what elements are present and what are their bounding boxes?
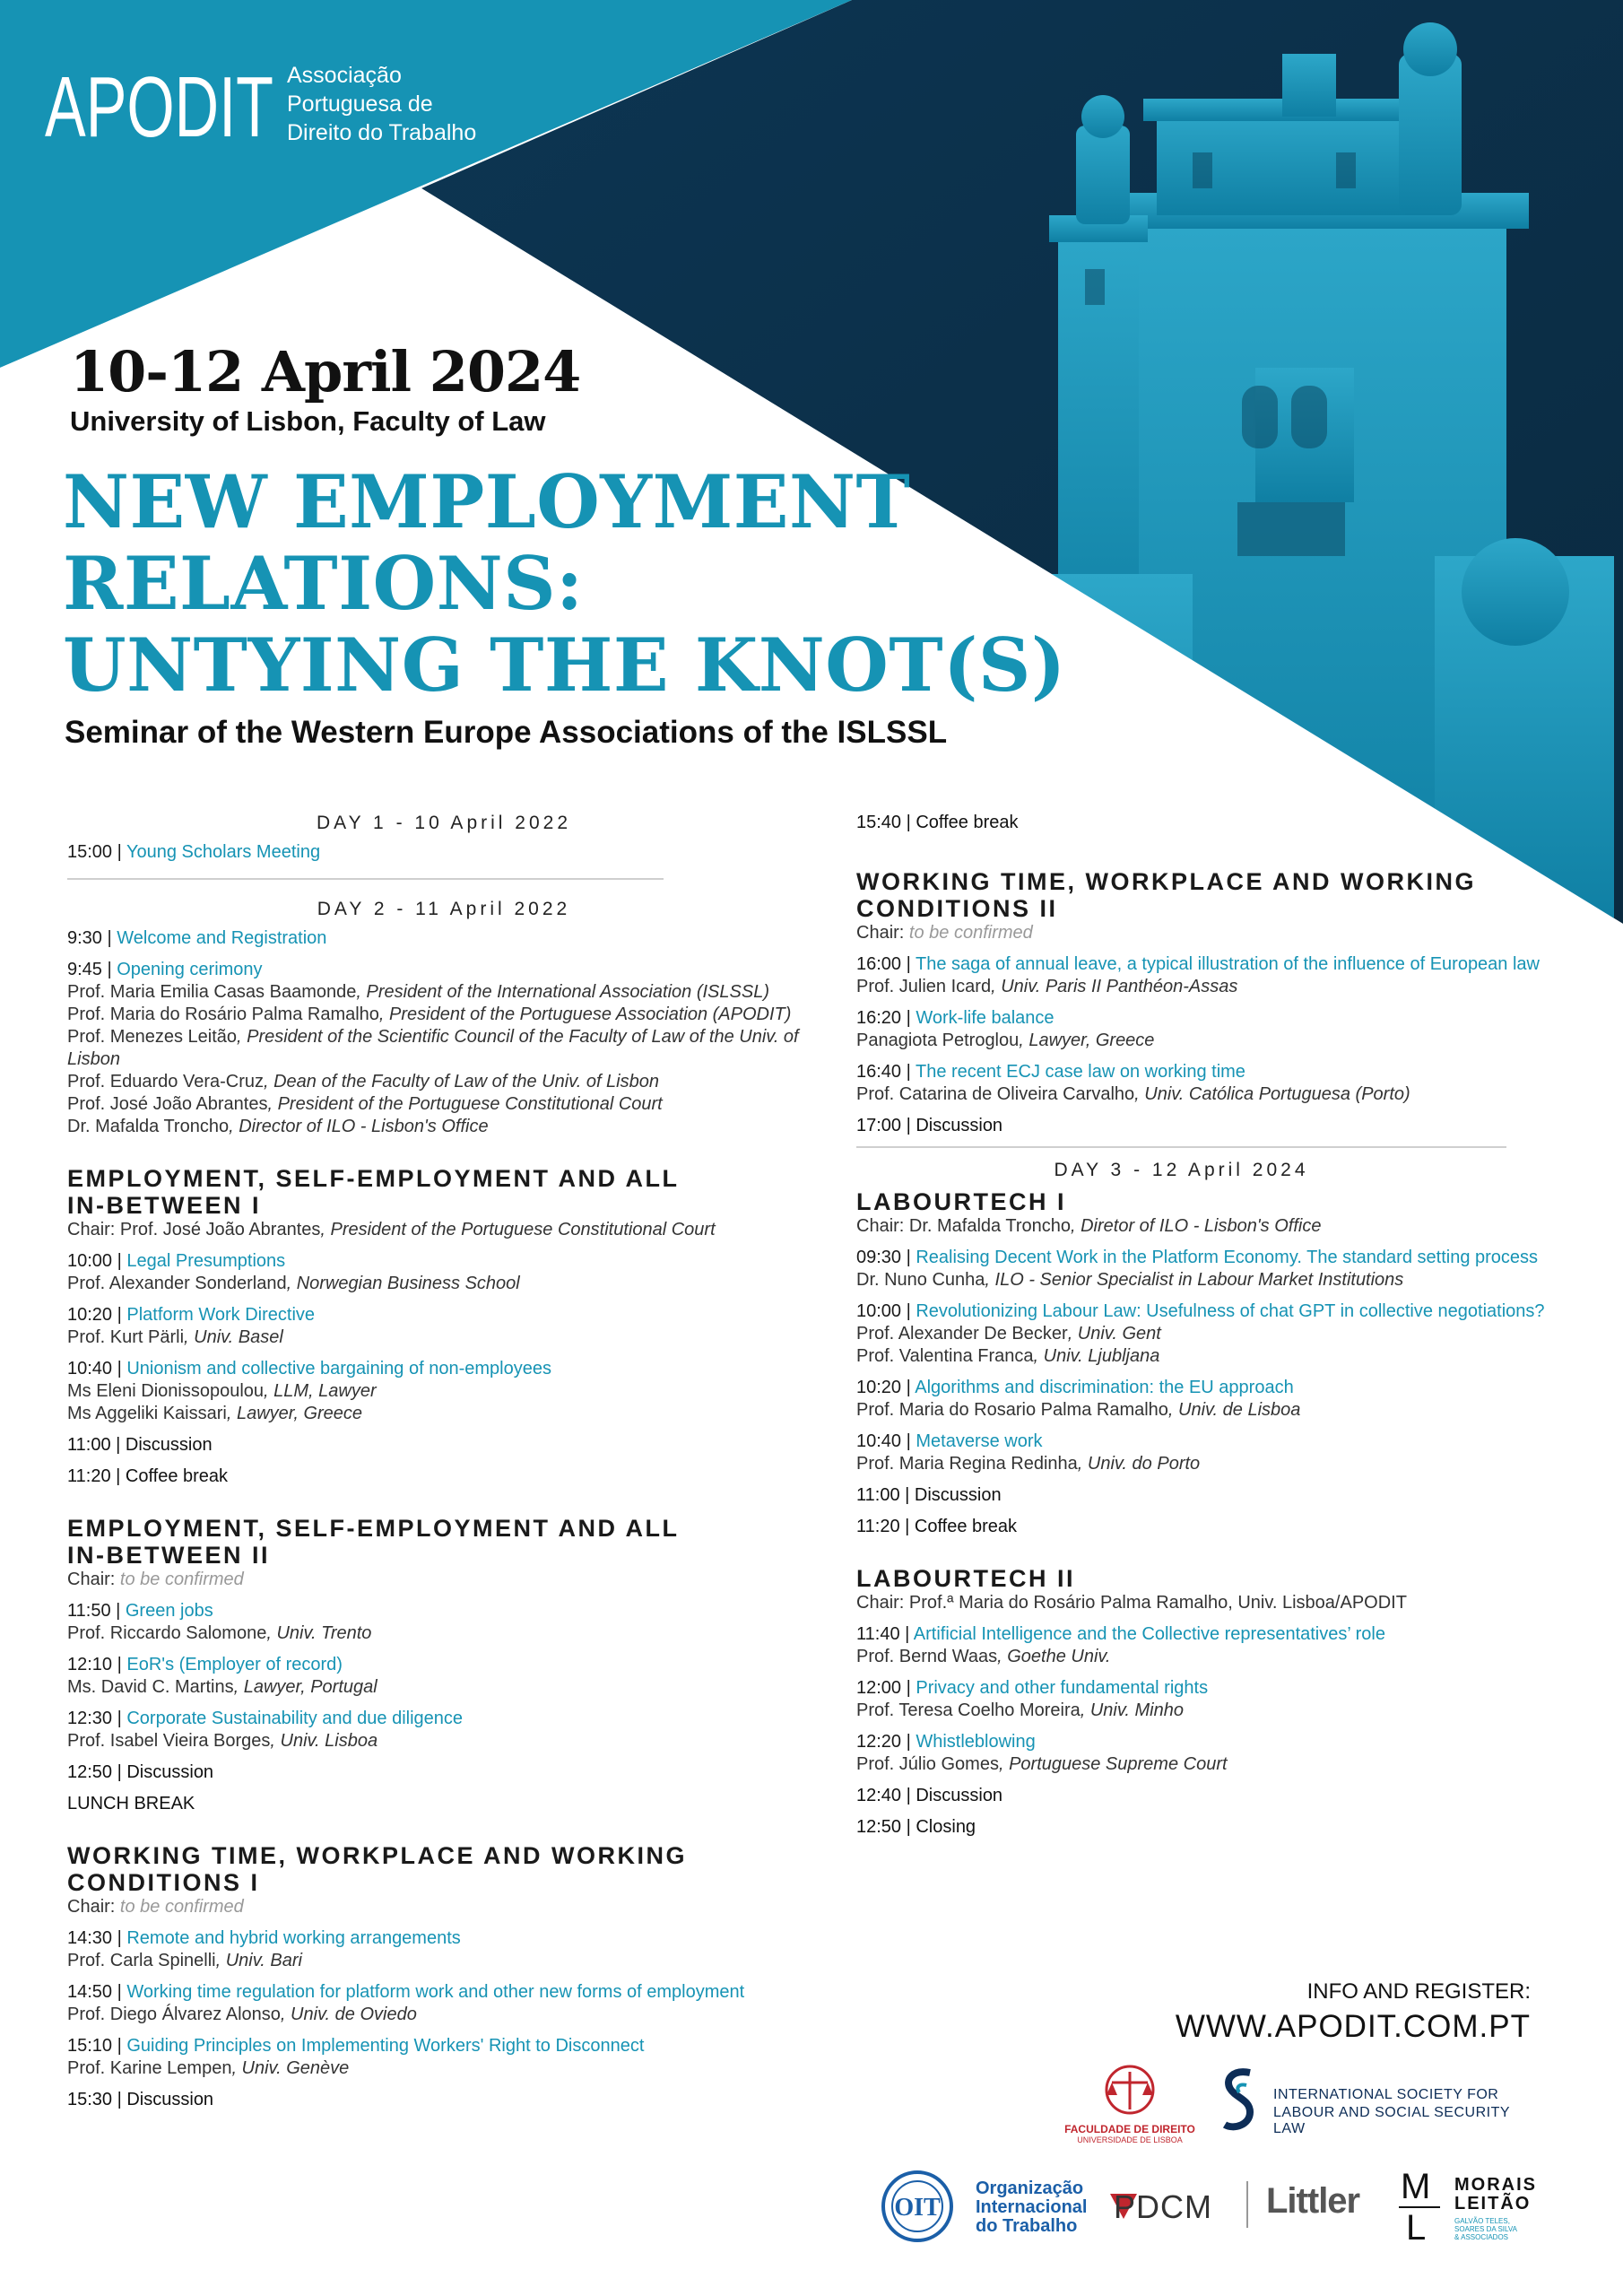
speaker: Prof. Maria do Rosário Palma Ramalho, President of the Portuguese Association (APODIT) (67, 1004, 792, 1024)
item-title: Whistleblowing (916, 1732, 1036, 1752)
program-item: 15:10 | Guiding Principles on Implementing Workers' Right to Disconnect Prof. Karine Lempen, Univ. Genève (67, 2035, 820, 2080)
program-right-column (856, 812, 1605, 1848)
program-item: 10:40 | Unionism and collective bargaining of non-employees Ms Eleni Dionissopoulou, LLM, Lawyer Ms Aggeliki Kaissari, Lawyer, Greece (67, 1358, 820, 1425)
website-link[interactable]: WWW.APODIT.COM.PT (1175, 2009, 1531, 2044)
program-item (67, 959, 820, 1138)
program-item: 12:30 | Corporate Sustainability and due diligence Prof. Isabel Vieira Borges, Univ. Lisboa (67, 1708, 820, 1752)
item-title: Remote and hybrid working arrangements (126, 1928, 461, 1948)
morais-leitao-logo (1399, 2169, 1542, 2258)
item-title: The saga of annual leave, a typical illustration of the influence of European law (916, 954, 1540, 974)
item-title: Corporate Sustainability and due diligence (126, 1709, 464, 1728)
program-item: 11:40 | Artificial Intelligence and the Collective representatives’ role Prof. Bernd Waas, Goethe Univ. (856, 1623, 1605, 1668)
speaker: Prof. Alexander Sonderland, Norwegian Business School (67, 1274, 520, 1293)
speaker: Prof. Maria do Rosario Palma Ramalho, Univ. de Lisboa (856, 1400, 1301, 1420)
oit-name: Organização Internacional do Trabalho (976, 2179, 1088, 2236)
program-item: 10:20 | Platform Work Directive Prof. Kurt Pärli, Univ. Basel (67, 1304, 820, 1349)
program-item: 11:00 | Discussion (67, 1435, 213, 1455)
section-heading: EMPLOYMENT, SELF-EMPLOYMENT AND ALL IN-BETWEEN I (67, 1165, 680, 1219)
speaker: Ms. David C. Martins, Lawyer, Portugal (67, 1677, 378, 1697)
program-item: 10:00 | Legal Presumptions Prof. Alexander Sonderland, Norwegian Business School (67, 1250, 820, 1295)
title-line: RELATIONS: (63, 542, 584, 627)
speaker: Prof. Valentina Franca, Univ. Ljubljana (856, 1346, 1160, 1366)
section-heading: WORKING TIME, WORKPLACE AND WORKING CONDITIONS II (856, 868, 1476, 922)
program-item: 12:10 | EoR's (Employer of record) Ms. David C. Martins, Lawyer, Portugal (67, 1654, 820, 1699)
speaker: Ms Eleni Dionissopoulou, LLM, Lawyer (67, 1381, 377, 1401)
session-chair: Chair: to be confirmed (67, 1570, 244, 1589)
apodit-logo (45, 61, 278, 144)
event-dates: 10-12 April 2024 (70, 339, 581, 404)
speaker: Prof. Riccardo Salomone, Univ. Trento (67, 1623, 372, 1643)
speaker: Prof. Alexander De Becker, Univ. Gent (856, 1324, 1161, 1344)
item-title: Green jobs (125, 1601, 213, 1621)
speaker: Prof. Menezes Leitão, President of the Scientific Council of the Faculty of Law of the Univ. of Lisbon (67, 1027, 799, 1069)
program-item: 12:40 | Discussion (856, 1786, 1003, 1805)
ml-name: MORAIS LEITÃO (1454, 2175, 1537, 2213)
section-heading: WORKING TIME, WORKPLACE AND WORKING CONDITIONS I (67, 1842, 687, 1896)
day-divider (67, 878, 664, 880)
ml-sub: GALVÃO TELES, SOARES DA SILVA & ASSOCIADOS (1454, 2217, 1517, 2241)
session-chair: Chair: to be confirmed (856, 923, 1033, 943)
session-chair: Chair: Dr. Mafalda Troncho, Diretor of ILO - Lisbon's Office (856, 1216, 1322, 1236)
event-venue: University of Lisbon, Faculty of Law (70, 405, 546, 437)
section-heading: LABOURTECH I (856, 1188, 1066, 1215)
program-item (67, 841, 820, 864)
ml-mark-l: L (1406, 2208, 1427, 2248)
item-title: Guiding Principles on Implementing Workers' Right to Disconnect (126, 2036, 645, 2056)
day-divider (856, 1146, 1506, 1148)
item-time: 9:45 | (67, 960, 117, 979)
fdul-name: FACULDADE DE DIREITO (1064, 2123, 1195, 2135)
svg-text:OIT: OIT (894, 2194, 941, 2222)
program-item: 11:20 | Coffee break (856, 1517, 1018, 1536)
logo-separator (1246, 2181, 1248, 2228)
islssl-s-icon (1219, 2067, 1259, 2135)
program-item (67, 927, 820, 950)
program-item: 16:40 | The recent ECJ case law on working time Prof. Catarina de Oliveira Carvalho, Univ. Católica Portuguesa (Porto) (856, 1061, 1605, 1106)
item-title: Revolutionizing Labour Law: Usefulness of chat GPT in collective negotiations? (916, 1301, 1545, 1321)
item-title: Artificial Intelligence and the Collective representatives’ role (913, 1624, 1385, 1644)
assoc-line: Portuguesa de (287, 91, 433, 117)
item-title: Welcome and Registration (117, 928, 327, 948)
oit-logo (874, 2169, 1089, 2245)
session-chair: Chair: Prof. José João Abrantes, President of the Portuguese Constitutional Court (67, 1220, 716, 1239)
program-item: 12:20 | Whistleblowing Prof. Júlio Gomes, Portuguese Supreme Court (856, 1731, 1605, 1776)
fdul-sub: UNIVERSIDADE DE LISBOA (1077, 2135, 1183, 2144)
program-item: 09:30 | Realising Decent Work in the Platform Economy. The standard setting process Dr. Nuno Cunha, ILO - Senior Specialist in Labour Market Institutions (856, 1247, 1605, 1292)
program-item: 16:20 | Work-life balance Panagiota Petroglou, Lawyer, Greece (856, 1007, 1605, 1052)
day-heading: DAY 2 - 11 April 2022 (317, 899, 571, 919)
assoc-line: Associação (287, 63, 402, 88)
association-name (287, 61, 476, 147)
program-item: 17:00 | Discussion (856, 1116, 1003, 1135)
item-title: Realising Decent Work in the Platform Economy. The standard setting process (916, 1248, 1539, 1267)
speaker: Prof. Júlio Gomes, Portuguese Supreme Court (856, 1754, 1228, 1774)
day-heading: DAY 3 - 12 April 2024 (1054, 1160, 1309, 1180)
item-title: EoR's (Employer of record) (126, 1655, 343, 1674)
program-item: 14:50 | Working time regulation for platform work and other new forms of employment Prof. Diego Álvarez Alonso, Univ. de Oviedo (67, 1981, 820, 2026)
program-item: 12:50 | Closing (856, 1817, 976, 1837)
speaker: Prof. Karine Lempen, Univ. Genève (67, 2058, 350, 2078)
item-time: 9:30 | (67, 928, 117, 948)
item-time: 15:00 | (67, 842, 126, 862)
lunch-break: LUNCH BREAK (67, 1794, 195, 1813)
speaker: Prof. José João Abrantes, President of the Portuguese Constitutional Court (67, 1094, 663, 1114)
program-item: 15:40 | Coffee break (856, 813, 1019, 832)
speaker: Prof. Diego Álvarez Alonso, Univ. de Oviedo (67, 2005, 417, 2024)
item-title: Opening cerimony (117, 960, 263, 979)
program-item: 11:50 | Green jobs Prof. Riccardo Salomone, Univ. Trento (67, 1600, 820, 1645)
speaker: Prof. Catarina de Oliveira Carvalho, Univ. Católica Portuguesa (Porto) (856, 1084, 1410, 1104)
title-line: NEW EMPLOYMENT (63, 460, 911, 545)
program-item: 14:30 | Remote and hybrid working arrangements Prof. Carla Spinelli, Univ. Bari (67, 1927, 820, 1972)
item-title: Privacy and other fundamental rights (916, 1678, 1209, 1698)
speaker: Dr. Nuno Cunha, ILO - Senior Specialist in Labour Market Institutions (856, 1270, 1404, 1290)
oit-emblem-icon (874, 2169, 960, 2244)
item-title: Unionism and collective bargaining of non-employees (126, 1359, 551, 1378)
fdul-logo (1054, 2063, 1206, 2152)
item-title: Metaverse work (916, 1431, 1043, 1451)
section-heading: EMPLOYMENT, SELF-EMPLOYMENT AND ALL IN-BETWEEN II (67, 1515, 680, 1569)
program-item: 12:00 | Privacy and other fundamental rights Prof. Teresa Coelho Moreira, Univ. Minho (856, 1677, 1605, 1722)
islssl-line: INTERNATIONAL SOCIETY FOR (1273, 2087, 1499, 2102)
islssl-logo (1219, 2067, 1542, 2136)
pdcm-logo (1110, 2188, 1236, 2233)
speaker: Dr. Mafalda Troncho, Director of ILO - Lisbon's Office (67, 1117, 489, 1136)
speaker: Prof. Julien Icard, Univ. Paris II Panthéon-Assas (856, 977, 1238, 996)
info-register-label: INFO AND REGISTER: (1306, 1979, 1531, 2004)
item-title: Legal Presumptions (126, 1251, 286, 1271)
program-item: 10:40 | Metaverse work Prof. Maria Regina Redinha, Univ. do Porto (856, 1431, 1605, 1475)
program-item: 11:20 | Coffee break (67, 1466, 229, 1486)
pdcm-text: PDCM (1114, 2188, 1212, 2225)
speaker: Prof. Teresa Coelho Moreira, Univ. Minho (856, 1700, 1184, 1720)
speaker: Prof. Bernd Waas, Goethe Univ. (856, 1647, 1111, 1666)
event-subtitle: Seminar of the Western Europe Associations of the ISLSSL (65, 715, 948, 750)
ml-mark-m: M (1401, 2167, 1431, 2206)
item-title: Algorithms and discrimination: the EU approach (915, 1378, 1294, 1397)
day-heading: DAY 1 - 10 April 2022 (316, 813, 571, 833)
item-title: Young Scholars Meeting (126, 842, 321, 862)
item-title: Working time regulation for platform work and other new forms of employment (126, 1982, 745, 2002)
speaker: Ms Aggeliki Kaissari, Lawyer, Greece (67, 1404, 363, 1423)
speaker: Prof. Maria Emilia Casas Baamonde, President of the International Association (ISLSSL) (67, 982, 769, 1002)
assoc-line: Direito do Trabalho (287, 120, 477, 145)
section-heading: LABOURTECH II (856, 1565, 1075, 1592)
program-item: 10:00 | Revolutionizing Labour Law: Usefulness of chat GPT in collective negotiations? Prof. Alexander De Becker, Univ. Gent Prof. Valentina Franca, Univ. Ljubljana (856, 1300, 1605, 1368)
program-item: 10:20 | Algorithms and discrimination: the EU approach Prof. Maria do Rosario Palma Ramalho, Univ. de Lisboa (856, 1377, 1605, 1422)
littler-logo: Littler (1266, 2181, 1360, 2221)
title-line: UNTYING THE KNOT(S) (63, 623, 1066, 709)
speaker: Prof. Carla Spinelli, Univ. Bari (67, 1951, 302, 1970)
session-chair: Chair: to be confirmed (67, 1897, 244, 1917)
scales-icon (1094, 2063, 1166, 2118)
speaker: Prof. Isabel Vieira Borges, Univ. Lisboa (67, 1731, 378, 1751)
speaker: Prof. Kurt Pärli, Univ. Basel (67, 1327, 283, 1347)
islssl-line: LABOUR AND SOCIAL SECURITY LAW (1273, 2105, 1510, 2136)
event-title (63, 462, 1066, 707)
speaker: Prof. Eduardo Vera-Cruz, Dean of the Faculty of Law of the Univ. of Lisbon (67, 1072, 659, 1091)
item-title: The recent ECJ case law on working time (916, 1062, 1245, 1082)
program-left-column (67, 812, 820, 2120)
program-item: 16:00 | The saga of annual leave, a typical illustration of the influence of European law Prof. Julien Icard, Univ. Paris II Panthéon-Assas (856, 953, 1605, 998)
session-chair: Chair: Prof.ª Maria do Rosário Palma Ramalho, Univ. Lisboa/APODIT (856, 1593, 1407, 1613)
svg-text:APODIT: APODIT (45, 61, 273, 144)
speaker: Prof. Maria Regina Redinha, Univ. do Porto (856, 1454, 1201, 1474)
program-item: 11:00 | Discussion (856, 1485, 1002, 1505)
program-item: 12:50 | Discussion (67, 1762, 214, 1782)
item-title: Work-life balance (916, 1008, 1055, 1028)
item-title: Platform Work Directive (126, 1305, 316, 1325)
program-item: 15:30 | Discussion (67, 2090, 214, 2109)
speaker: Panagiota Petroglou, Lawyer, Greece (856, 1031, 1155, 1050)
